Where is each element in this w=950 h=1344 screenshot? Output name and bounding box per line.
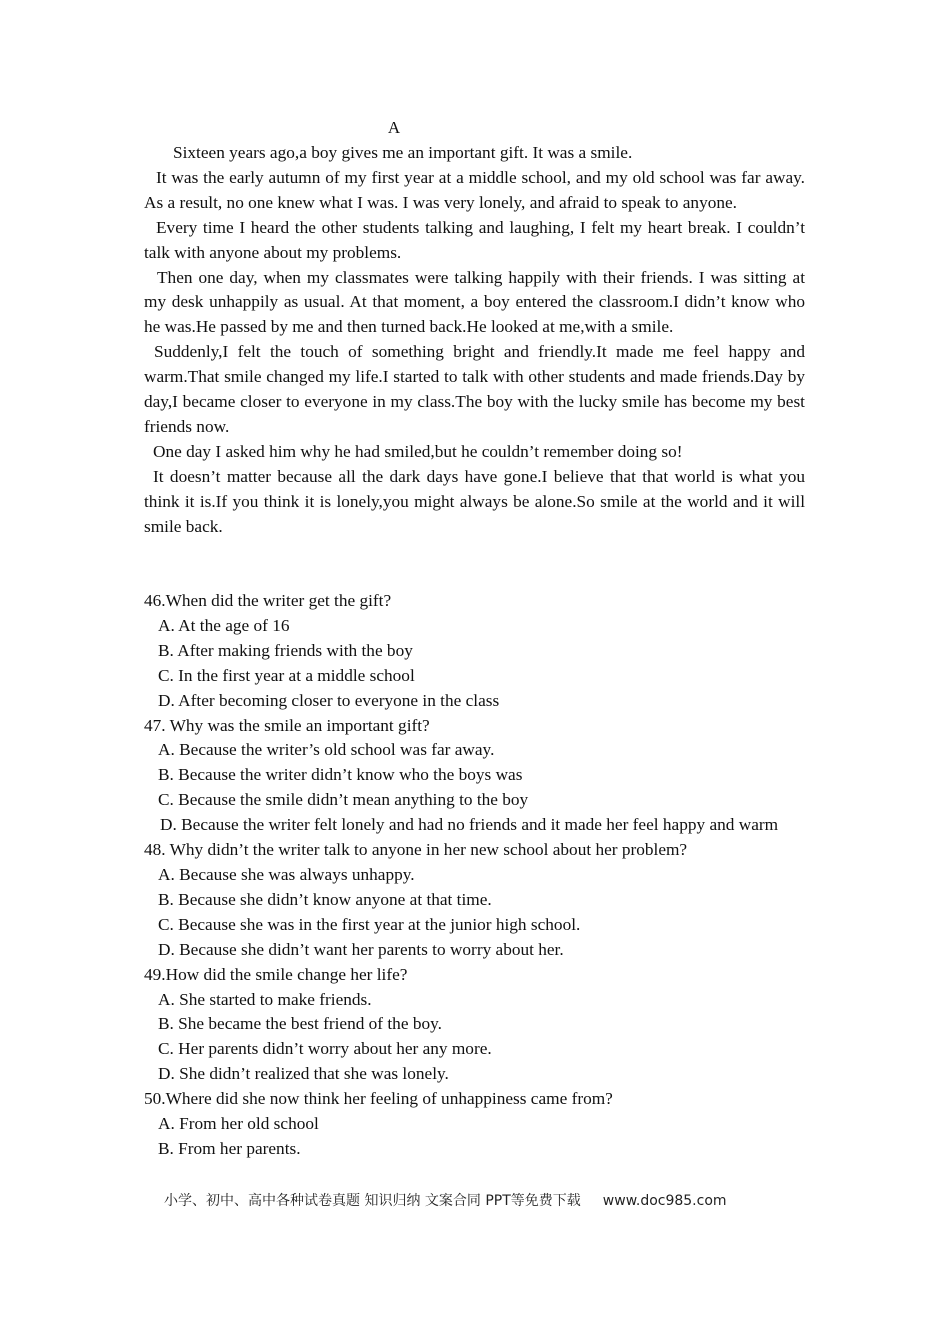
question-item <box>144 838 805 963</box>
section-title: A <box>387 118 401 137</box>
question-stem: 49.How did the smile change her life? <box>144 964 408 984</box>
answer-option: C. Her parents didn’t worry about her any more. <box>158 1039 492 1059</box>
passage-paragraph: It doesn’t matter because all the dark days have gone.I believe that that world is what you think it is.If you think it is lonely,you might always be alone.So smile at the world and it will smile back. <box>144 466 805 536</box>
question-stem: 50.Where did she now think her feeling of unhappiness came from? <box>144 1089 613 1109</box>
question-item <box>144 714 805 839</box>
answer-option: C. In the first year at a middle school <box>158 665 415 685</box>
question-item <box>144 589 805 714</box>
passage-paragraph: Every time I heard the other students talking and laughing, I felt my heart break. I couldn’t talk with anyone about my problems. <box>144 217 805 262</box>
passage-paragraph: Suddenly,I felt the touch of something bright and friendly.It made me feel happy and warm.That smile changed my life.I started to talk with other students and made friends.Day by day,I became closer to everyone in my class.The boy with the lucky smile has become my best friends now. <box>144 342 805 436</box>
answer-option: A. Because the writer’s old school was far away. <box>158 740 495 760</box>
footer-url[interactable]: www.doc985.com <box>602 1193 727 1209</box>
answer-option: C. Because she was in the first year at the junior high school. <box>158 914 581 934</box>
answer-option: B. She became the best friend of the boy. <box>158 1014 442 1034</box>
passage-paragraph: It was the early autumn of my first year at a middle school, and my old school was far away. As a result, no one knew what I was. I was very lonely, and afraid to speak to anyone. <box>144 167 805 212</box>
passage-paragraph: Then one day, when my classmates were talking happily with their friends. I was sitting at my desk unhappily as usual. At that moment, a boy entered the classroom.I didn’t know who he was.He passed by me and then turned back.He looked at me,with a smile. <box>144 267 805 337</box>
answer-option: B. Because the writer didn’t know who the boys was <box>158 765 523 785</box>
answer-option: A. At the age of 16 <box>158 615 290 635</box>
question-stem: 48. Why didn’t the writer talk to anyone in her new school about her problem? <box>144 840 688 860</box>
question-list <box>144 589 805 1162</box>
page-footer <box>164 1190 804 1212</box>
answer-option: B. From her parents. <box>158 1138 301 1158</box>
answer-option: B. Because she didn’t know anyone at that time. <box>158 889 492 909</box>
passage-paragraph: Sixteen years ago,a boy gives me an important gift. It was a smile. <box>173 143 633 162</box>
answer-option: A. She started to make friends. <box>158 989 372 1009</box>
answer-option: B. After making friends with the boy <box>158 640 413 660</box>
passage-paragraph: One day I asked him why he had smiled,but he couldn’t remember doing so! <box>153 441 683 461</box>
answer-option: D. She didn’t realized that she was lonely. <box>158 1064 449 1084</box>
question-item <box>144 963 805 1088</box>
question-stem: 46.When did the writer get the gift? <box>144 591 392 610</box>
answer-option: A. From her old school <box>158 1114 319 1134</box>
answer-option: A. Because she was always unhappy. <box>158 864 415 884</box>
question-item <box>144 1087 805 1162</box>
answer-option: C. Because the smile didn’t mean anything to the boy <box>158 790 529 810</box>
question-stem: 47. Why was the smile an important gift? <box>144 715 430 735</box>
answer-option: D. Because the writer felt lonely and had no friends and it made her feel happy and warm <box>160 815 779 835</box>
footer-text: 小学、初中、高中各种试卷真题 知识归纳 文案合同 PPT等免费下载 <box>164 1193 581 1209</box>
reading-passage <box>144 141 805 540</box>
answer-option: D. Because she didn’t want her parents to worry about her. <box>158 939 564 959</box>
answer-option: D. After becoming closer to everyone in the class <box>158 690 500 710</box>
